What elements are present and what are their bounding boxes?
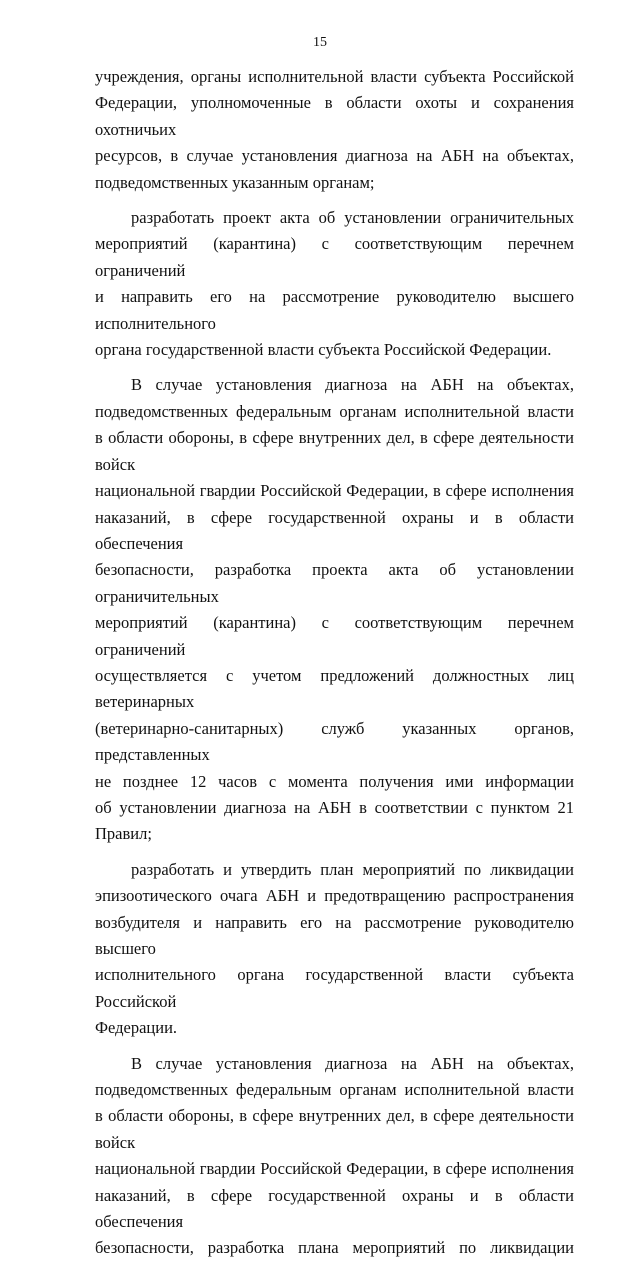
text-line: Федерации. — [95, 1018, 178, 1038]
text-line: эпизоотического очага АБН и предотвращению распространения — [95, 886, 574, 906]
text-line: разработать и утвердить план мероприятий по ликвидации — [131, 859, 574, 879]
text-line: подведомственных федеральным органам исполнительной власти — [95, 1080, 574, 1100]
text-line: мероприятий (карантина) с соответствующим перечнем ограничений — [95, 234, 574, 280]
text-line: разработать проект акта об установлении ограничительных — [131, 208, 574, 228]
text-line: исполнительного органа государственной власти субъекта Российской — [95, 965, 574, 1011]
text-line: подведомственных указанным органам; — [95, 172, 375, 192]
paragraph-1 — [95, 64, 574, 196]
text-line: органа государственной власти субъекта Российской Федерации. — [95, 340, 552, 360]
text-line: об установлении диагноза на АБН в соответствии с пунктом 21 Правил; — [95, 797, 574, 844]
text-line: возбудителя и направить его на рассмотрение руководителю высшего — [95, 912, 574, 958]
text-line: учреждения, органы исполнительной власти субъекта Российской — [95, 67, 574, 86]
text-line: национальной гвардии Российской Федерации, в сфере исполнения — [95, 481, 574, 501]
text-line: безопасности, разработка проекта акта об установлении ограничительных — [95, 560, 574, 606]
text-line: (ветеринарно-санитарных) служб указанных органов, представленных — [95, 718, 574, 765]
paragraph-5 — [95, 1051, 574, 1262]
paragraph-2 — [95, 205, 574, 363]
text-line: Федерации, уполномоченные в области охоты и сохранения охотничьих — [95, 93, 574, 139]
paragraph-4 — [95, 857, 574, 1042]
text-line: в области обороны, в сфере внутренних дел, в сфере деятельности войск — [95, 428, 574, 474]
text-line: подведомственных федеральным органам исполнительной власти — [95, 401, 574, 421]
text-line: ресурсов, в случае установления диагноза на АБН на объектах, — [95, 146, 574, 166]
text-line: мероприятий (карантина) с соответствующим перечнем ограничений — [95, 613, 574, 659]
text-line: в области обороны, в сфере внутренних дел, в сфере деятельности войск — [95, 1106, 574, 1152]
text-line: наказаний, в сфере государственной охраны и в области обеспечения — [95, 1185, 574, 1232]
text-line: не позднее 12 часов с момента получения ими информации — [95, 771, 574, 791]
text-line: безопасности, разработка плана мероприятий по ликвидации — [95, 1238, 574, 1258]
text-line: наказаний, в сфере государственной охраны и в области обеспечения — [95, 507, 574, 553]
text-line: национальной гвардии Российской Федерации, в сфере исполнения — [95, 1159, 574, 1179]
page-number: 15 — [313, 35, 327, 50]
text-line: В случае установления диагноза на АБН на объектах, — [131, 375, 574, 395]
document-body — [95, 64, 574, 1262]
paragraph-3 — [95, 372, 574, 847]
text-line: осуществляется с учетом предложений должностных лиц ветеринарных — [95, 665, 574, 712]
text-line: В случае установления диагноза на АБН на объектах, — [131, 1053, 574, 1073]
text-line: и направить его на рассмотрение руководителю высшего исполнительного — [95, 287, 574, 333]
